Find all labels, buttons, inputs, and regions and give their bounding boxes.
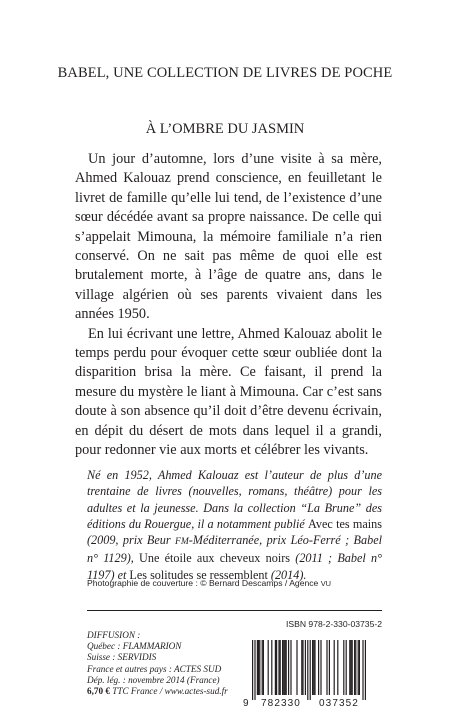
barcode-bar	[346, 640, 347, 695]
barcode-bar	[262, 640, 263, 695]
bio-title-3: Les solitudes se ressemblent	[129, 567, 268, 582]
barcode-bar	[355, 640, 356, 695]
barcode-bar	[343, 640, 344, 695]
barcode-digit-lead: 9	[243, 698, 249, 708]
barcode-bar	[252, 640, 253, 700]
price-line	[87, 686, 247, 697]
barcode-bar	[278, 640, 279, 695]
distribution-block	[87, 630, 247, 697]
collection-line: BABEL, UNE COLLECTION DE LIVRES DE POCHE	[57, 65, 393, 81]
isbn: ISBN 978-2-330-03735-2	[285, 619, 382, 629]
barcode-bar	[288, 640, 289, 695]
barcode-bar	[275, 640, 276, 695]
photo-credit-agency: VU	[320, 579, 332, 588]
barcode-bar	[337, 640, 338, 695]
blurb-paragraph-2: En lui écrivant une lettre, Ahmed Kalouaz abolit le temps perdu pour évoquer cette sœur oubliée dont la disparition brisa la mère. Ce faisant, il prend la mesure du mystère le liant à Mimouna. Car c’est sans doute à son absence qu’il doit d’être devenu écrivain, en dépit du désert de mots dans lequel il a grandi, pour redonner vie aux morts et célébrer les vivants.	[75, 325, 382, 459]
barcode-bar	[310, 640, 311, 700]
barcode-bar	[268, 640, 269, 695]
distribution-quebec: Québec : FLAMMARION	[87, 641, 182, 652]
blurb-paragraph-1: Un jour d’automne, lors d’une visite à sa mère, Ahmed Kalouaz prend conscience, en feuilletant le livret de famille qu’elle lui tend, de l’existence d’une sœur décédée avant sa propre naissance. De celle qui s’appelait Mimouna, la mémoire familiale n’a rien conservé. On ne sait pas même de quoi elle est brutalement morte, à l’âge de quatre ans, dans le village algérien où ses parents vivaient dans les années 1950.	[75, 151, 382, 323]
bio-text-2: (2009, prix Beur	[87, 533, 176, 548]
barcode-bar	[349, 640, 350, 695]
legal-deposit: Dép. lég. : novembre 2014 (France)	[87, 674, 220, 685]
barcode-bar	[302, 640, 303, 695]
barcode-bar	[271, 640, 272, 695]
bio-text-1: Né en 1952, Ahmed Kalouaz est l’auteur de plus d’une trentaine de livres (nouvelles, romans, théâtre) pour les adultes et la jeunesse. Dans la collection “La Brune” des éditions du Rouergue, il a notamment publié	[87, 468, 382, 531]
barcode-bars	[252, 640, 366, 700]
barcode-digits-left: 782330	[261, 698, 301, 708]
barcode-bar	[359, 640, 360, 695]
bio-text-5: (2014).	[267, 567, 307, 582]
barcode-bar	[320, 640, 321, 695]
barcode-bar	[334, 640, 335, 695]
photo-credit	[87, 578, 397, 588]
barcode-bar	[312, 640, 313, 695]
blurb	[75, 150, 382, 461]
distribution-suisse: Suisse : SERVIDIS	[87, 652, 157, 663]
barcode-bar	[313, 640, 314, 695]
barcode-bar	[263, 640, 264, 695]
barcode-bar	[354, 640, 355, 695]
barcode-bar	[284, 640, 285, 695]
barcode-bar	[358, 640, 359, 695]
barcode-bar	[352, 640, 353, 695]
barcode-bar	[305, 640, 306, 695]
photo-credit-text: Photographie de couverture : © Bernard Descamps / Agence	[87, 578, 321, 588]
distribution-france: France et autres pays : ACTES SUD	[87, 663, 222, 674]
barcode-bar	[314, 640, 315, 695]
barcode-bar	[276, 640, 277, 695]
barcode-bar	[318, 640, 319, 695]
barcode-bar	[365, 640, 366, 700]
barcode-bar	[257, 640, 258, 695]
barcode-bar	[326, 640, 327, 695]
barcode-bar	[296, 640, 297, 695]
barcode-digits-right: 037352	[319, 698, 359, 708]
bio-text-3: -Méditerranée, prix Léo-Ferré ; Babel n° 1129),	[87, 533, 382, 566]
barcode-bar	[286, 640, 287, 695]
divider	[87, 610, 382, 611]
bio-text-4: (2011 ; Babel n° 1197) et	[87, 551, 383, 582]
barcode-bar	[280, 640, 281, 695]
distribution-heading: DIFFUSION :	[87, 630, 141, 640]
barcode-bar	[254, 640, 255, 700]
barcode-bar	[259, 640, 260, 695]
book-title: À L’OMBRE DU JASMIN	[145, 121, 305, 137]
bio-title-2: Une étoile aux cheveux noirs	[139, 551, 291, 566]
barcode-bar	[290, 640, 291, 695]
barcode-bar	[362, 640, 363, 700]
barcode-bar	[282, 640, 283, 695]
bio-title-1: Avec tes mains	[308, 516, 382, 531]
bio-fm: FM	[175, 537, 189, 548]
barcode	[242, 640, 382, 708]
barcode-bar	[329, 640, 330, 695]
barcode-bar	[350, 640, 351, 695]
barcode-bar	[283, 640, 284, 695]
barcode-bar	[301, 640, 302, 695]
barcode-bar	[307, 640, 308, 700]
price-rest: TTC France / www.actes-sud.fr	[109, 686, 228, 697]
author-bio	[87, 467, 382, 583]
price-value: 6,70 €	[87, 686, 110, 697]
barcode-bar	[258, 640, 259, 695]
